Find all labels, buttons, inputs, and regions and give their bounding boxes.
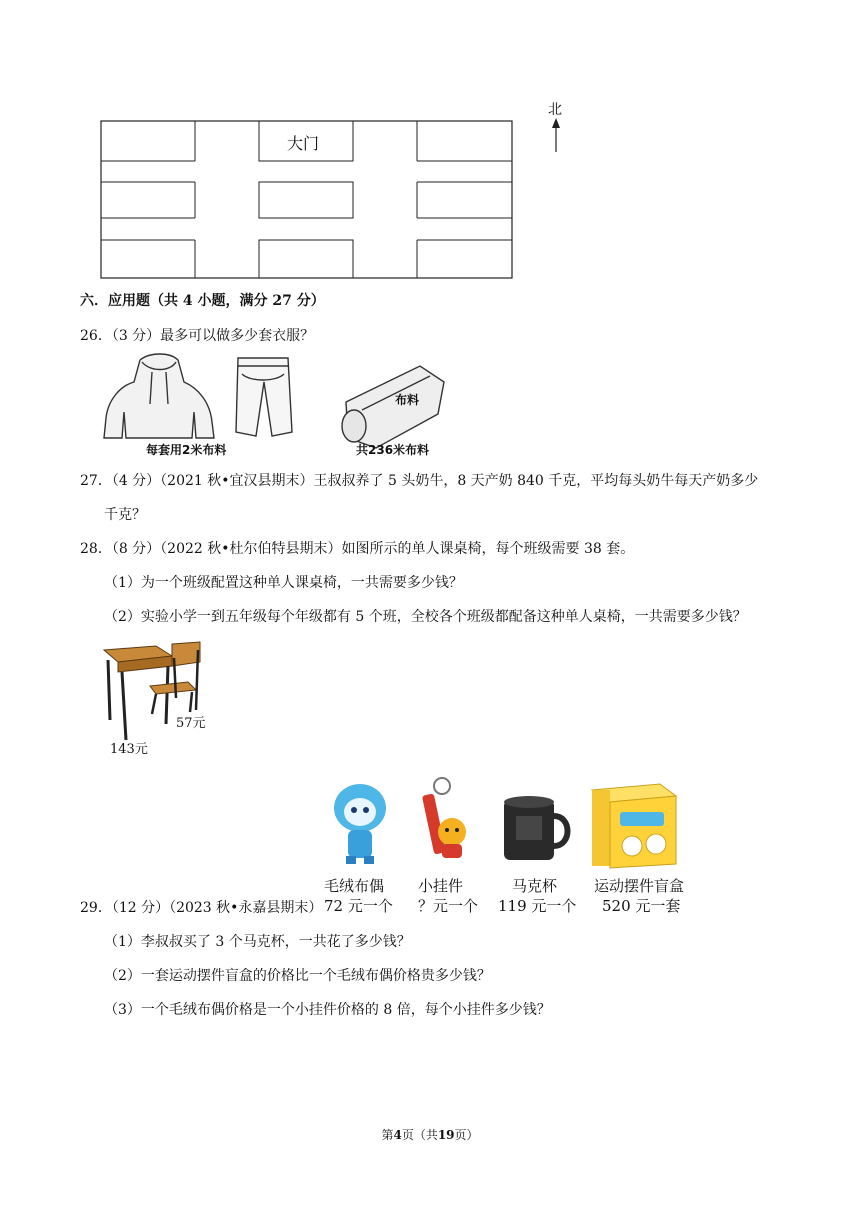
- pants-icon: [236, 358, 292, 436]
- footer-page-number: 4: [393, 1128, 402, 1142]
- product-price-plush: 72 元一个: [324, 897, 393, 915]
- q29-products: [320, 772, 700, 917]
- q26-text: 26．（3 分）最多可以做多少套衣服？: [80, 328, 315, 344]
- campus-map: [0, 0, 600, 290]
- q28-sub2: （2）实验小学一到五年级每个年级都有 5 个班，全校各个班级都配备这种单人桌椅，一共需要多少钱？: [104, 609, 747, 625]
- product-name-keychain: 小挂件: [418, 877, 464, 895]
- q28-text: 28．（8 分）（2022 秋•杜尔伯特县期末）如图所示的单人课桌椅，每个班级需要 38 套。: [80, 541, 635, 557]
- product-price-mug: 119 元一个: [498, 897, 577, 915]
- footer-mid: 页（共: [401, 1128, 438, 1142]
- page-footer: [0, 1126, 860, 1144]
- q29-sub3: （3）一个毛绒布偶价格是一个小挂件价格的 8 倍，每个小挂件多少钱？: [104, 1002, 551, 1018]
- gate-label: 大门: [287, 134, 320, 153]
- q29-sub1: （1）李叔叔买了 3 个马克杯，一共花了多少钱？: [104, 934, 411, 950]
- footer-total-pages: 19: [437, 1128, 455, 1142]
- plush-doll-icon: [334, 784, 386, 864]
- mug-icon: [504, 796, 568, 860]
- tiger-keychain-icon: [422, 778, 466, 858]
- q26-figure: [100, 352, 460, 462]
- blind-box-icon: [592, 784, 676, 868]
- footer-suffix: 页）: [454, 1128, 479, 1142]
- q28-sub1: （1）为一个班级配置这种单人课桌椅，一共需要多少钱？: [104, 575, 463, 591]
- product-name-plush: 毛绒布偶: [324, 877, 385, 895]
- cloth-roll-icon: [342, 366, 444, 448]
- section-heading: 六．应用题（共 4 小题，满分 27 分）: [80, 293, 325, 309]
- desk-chair-figure: [100, 640, 220, 760]
- desk-price: 143元: [110, 742, 148, 757]
- product-price-blindbox: 520 元一套: [602, 897, 681, 915]
- q29-text: 29．（12 分）（2023 秋•永嘉县期末）: [80, 900, 323, 916]
- chair-price: 57元: [176, 716, 206, 731]
- hoodie-icon: [104, 354, 214, 438]
- q27-line2: 千克？: [104, 507, 146, 523]
- footer-prefix: 第: [381, 1128, 394, 1142]
- products-illustration: [320, 772, 700, 882]
- product-name-mug: 马克杯: [512, 877, 558, 895]
- north-label: 北: [548, 102, 562, 118]
- cloth-label: 布料: [395, 393, 420, 407]
- total-cloth-caption: 共236米布料: [356, 443, 430, 457]
- product-name-blindbox: 运动摆件盲盒: [594, 877, 685, 895]
- q29-sub2: （2）一套运动摆件盲盒的价格比一个毛绒布偶价格贵多少钱？: [104, 968, 491, 984]
- q27-line1: 27．（4 分）（2021 秋•宜汉县期末）王叔叔养了 5 头奶牛，8 天产奶 840 千克，平均每头奶牛每天产奶多少: [80, 473, 759, 489]
- per-set-caption: 每套用2米布料: [146, 443, 227, 457]
- product-price-keychain: ？元一个: [418, 897, 479, 915]
